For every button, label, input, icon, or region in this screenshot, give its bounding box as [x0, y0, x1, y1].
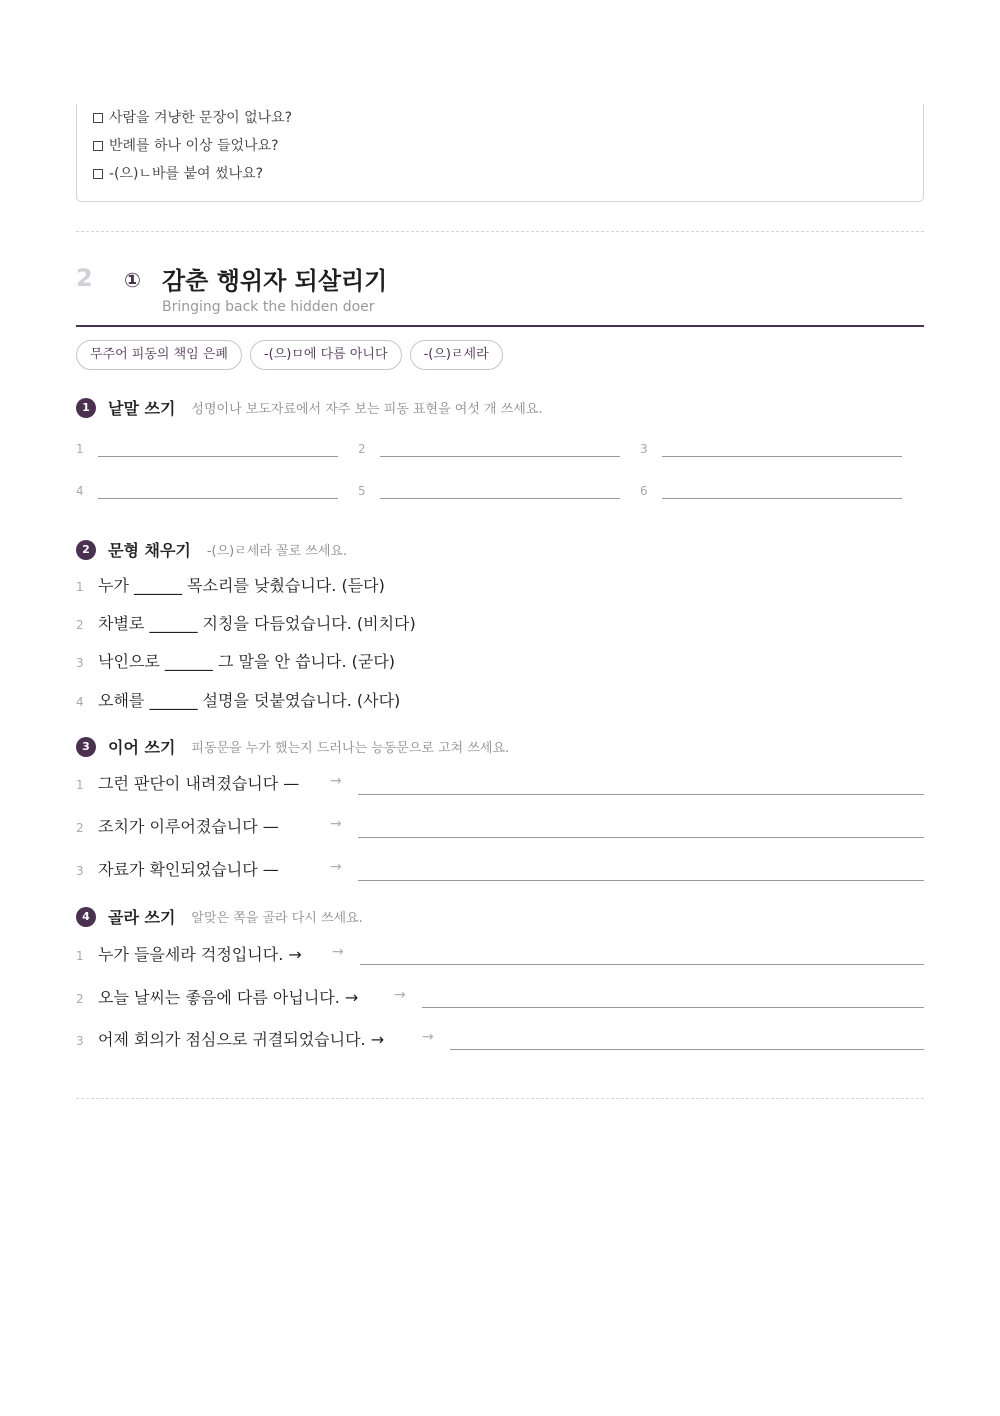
answer-line[interactable]: [360, 964, 924, 965]
section-3-header: [76, 735, 509, 758]
title-rule: [76, 325, 924, 327]
section-title: 문형 채우기: [108, 541, 191, 560]
fill-item[interactable]: 1 누가 ______ 목소리를 낮췄습니다. (듣다): [76, 576, 385, 595]
section-instruction: 알맞은 쪽을 골라 다시 쓰세요.: [191, 911, 363, 926]
checklist-item[interactable]: -(으)ㄴ바를 붙여 썼나요?: [93, 163, 263, 183]
section-instruction: 성명이나 보도자료에서 자주 보는 피동 표현을 여섯 개 쓰세요.: [191, 402, 543, 417]
fill-item[interactable]: 4 오해를 ______ 설명을 덧붙였습니다. (사다): [76, 691, 401, 710]
section-divider: [76, 231, 924, 232]
rewrite-item[interactable]: 3 자료가 확인되었습니다 — →: [76, 857, 924, 883]
checklist-item[interactable]: 반례를 하나 이상 들었나요?: [93, 135, 279, 155]
section-badge: 2: [76, 540, 96, 560]
answer-line[interactable]: [358, 880, 924, 881]
grammar-tags: [76, 340, 503, 370]
answer-line[interactable]: [358, 794, 924, 795]
rewrite-item[interactable]: 2 조치가 이루어졌습니다 — →: [76, 814, 924, 840]
section-title: 이어 쓰기: [108, 738, 176, 757]
section-1-header: [76, 396, 543, 419]
section-badge: 3: [76, 737, 96, 757]
fill-item[interactable]: 2 차별로 ______ 지칭을 다듬었습니다. (비치다): [76, 614, 416, 633]
checkbox-icon[interactable]: [93, 141, 103, 151]
fill-item[interactable]: 3 낙인으로 ______ 그 말을 안 씁니다. (굳다): [76, 652, 396, 671]
arrow-icon: →: [422, 1029, 434, 1045]
section-badge: 1: [76, 398, 96, 418]
lesson-title: 감춘 행위자 되살리기: [162, 267, 388, 295]
choose-item[interactable]: 2 오늘 날씨는 좋음에 다름 아닙니다. → →: [76, 985, 924, 1011]
lesson-number: 2: [76, 264, 93, 292]
section-2-header: [76, 538, 347, 561]
arrow-icon: →: [332, 944, 344, 960]
section-4-header: [76, 905, 363, 928]
arrow-icon: →: [330, 773, 342, 789]
section-instruction: -(으)ㄹ세라 꼴로 쓰세요.: [206, 544, 348, 559]
grammar-tag: -(으)ㄹ세라: [410, 340, 503, 370]
grammar-tag: -(으)ㅁ에 다름 아니다: [250, 340, 402, 370]
answer-line[interactable]: [422, 1007, 924, 1008]
answer-line[interactable]: [450, 1049, 924, 1050]
lesson-subtitle: Bringing back the hidden doer: [162, 299, 375, 315]
section-title: 골라 쓰기: [108, 908, 176, 927]
lesson-circle-number: ①: [124, 268, 141, 292]
arrow-icon: →: [394, 987, 406, 1003]
choose-item[interactable]: 1 누가 들을세라 걱정입니다. → →: [76, 942, 924, 968]
checklist-panel: [76, 104, 924, 202]
section-title: 낱말 쓰기: [108, 399, 176, 418]
checkbox-icon[interactable]: [93, 169, 103, 179]
section-badge: 4: [76, 907, 96, 927]
arrow-icon: →: [330, 816, 342, 832]
checklist-item[interactable]: 사람을 겨냥한 문장이 없나요?: [93, 107, 292, 127]
rewrite-item[interactable]: 1 그런 판단이 내려졌습니다 — →: [76, 771, 924, 797]
section-divider: [76, 1098, 924, 1099]
choose-item[interactable]: 3 어제 회의가 점심으로 귀결되었습니다. → →: [76, 1027, 924, 1053]
arrow-icon: →: [330, 859, 342, 875]
checkbox-icon[interactable]: [93, 113, 103, 123]
grammar-tag: 무주어 피동의 책임 은폐: [76, 340, 242, 370]
answer-line[interactable]: [358, 837, 924, 838]
section-instruction: 피동문을 누가 했는지 드러나는 능동문으로 고쳐 쓰세요.: [191, 741, 510, 756]
